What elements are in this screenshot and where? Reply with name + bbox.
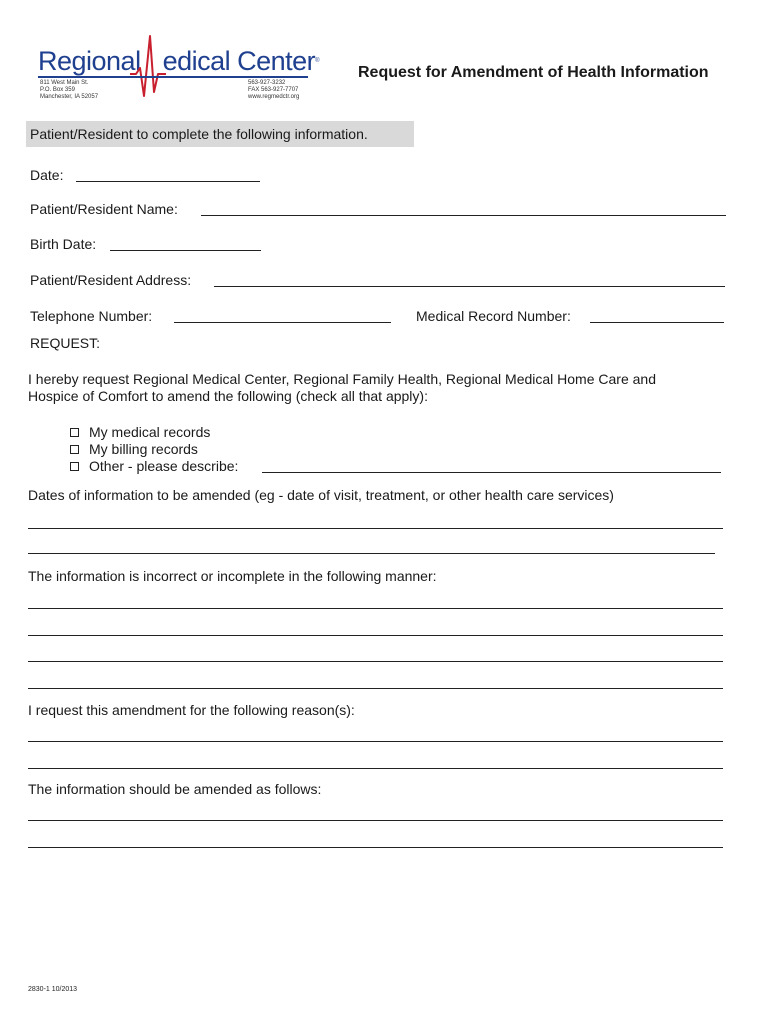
medical-record-number-field[interactable]	[590, 322, 724, 323]
logo-address: 811 West Main St. P.O. Box 359 Manchester, IA 52057	[40, 80, 99, 100]
amended-prompt: The information should be amended as follows:	[28, 781, 322, 797]
incorrect-field-line-1[interactable]	[28, 608, 723, 609]
checkbox-other[interactable]	[70, 462, 79, 471]
incorrect-field-line-4[interactable]	[28, 688, 723, 689]
option-billing-records[interactable]	[70, 441, 198, 457]
logo-name	[38, 46, 319, 76]
name-label: Patient/Resident Name:	[30, 201, 178, 217]
logo	[38, 30, 328, 102]
ecg-pulse-icon	[128, 32, 168, 102]
request-text-line-2: Hospice of Comfort to amend the following (check all that apply):	[28, 388, 428, 404]
request-text-line-1: I hereby request Regional Medical Center, Regional Family Health, Regional Medical Home Care and	[28, 371, 656, 387]
address-field[interactable]	[214, 286, 725, 287]
address-label: Patient/Resident Address:	[30, 272, 192, 288]
logo-name-left: Regional	[38, 46, 141, 76]
request-heading: REQUEST:	[30, 335, 101, 351]
logo-name-right: edical Center	[162, 46, 316, 76]
other-description-field[interactable]	[262, 472, 721, 473]
logo-underline	[38, 76, 308, 78]
checkbox-billing-records[interactable]	[70, 445, 79, 454]
dates-prompt: Dates of information to be amended (eg - date of visit, treatment, or other health care services)	[28, 487, 614, 503]
medical-record-number-label: Medical Record Number:	[416, 308, 571, 324]
telephone-field[interactable]	[174, 322, 391, 323]
logo-contact: 563-927-3232 FAX 563-927-7707 www.regmedctr.org	[248, 80, 300, 100]
incorrect-prompt: The information is incorrect or incomplete in the following manner:	[28, 568, 437, 584]
instructions-banner: Patient/Resident to complete the following information.	[26, 121, 414, 147]
name-field[interactable]	[201, 215, 726, 216]
birth-date-label: Birth Date:	[30, 236, 97, 252]
telephone-label: Telephone Number:	[30, 308, 153, 324]
checkbox-medical-records[interactable]	[70, 428, 79, 437]
reason-field-line-2[interactable]	[28, 768, 723, 769]
amended-field-line-1[interactable]	[28, 820, 723, 821]
reason-prompt: I request this amendment for the following reason(s):	[28, 702, 355, 718]
date-field[interactable]	[76, 181, 260, 182]
option-label: My billing records	[89, 441, 198, 457]
amended-field-line-2[interactable]	[28, 847, 723, 848]
document-title: Request for Amendment of Health Information	[358, 64, 709, 81]
dates-field-line-2[interactable]	[28, 553, 715, 554]
option-label: My medical records	[89, 424, 211, 440]
birth-date-field[interactable]	[110, 250, 261, 251]
option-medical-records[interactable]	[70, 424, 210, 440]
incorrect-field-line-2[interactable]	[28, 635, 723, 636]
option-label: Other - please describe:	[89, 458, 239, 474]
date-label: Date:	[30, 167, 64, 183]
logo-registered-mark: ®	[315, 58, 320, 64]
incorrect-field-line-3[interactable]	[28, 661, 723, 662]
dates-field-line-1[interactable]	[28, 528, 723, 529]
option-other[interactable]	[70, 458, 238, 474]
reason-field-line-1[interactable]	[28, 741, 723, 742]
form-code: 2830-1 10/2013	[28, 986, 78, 993]
